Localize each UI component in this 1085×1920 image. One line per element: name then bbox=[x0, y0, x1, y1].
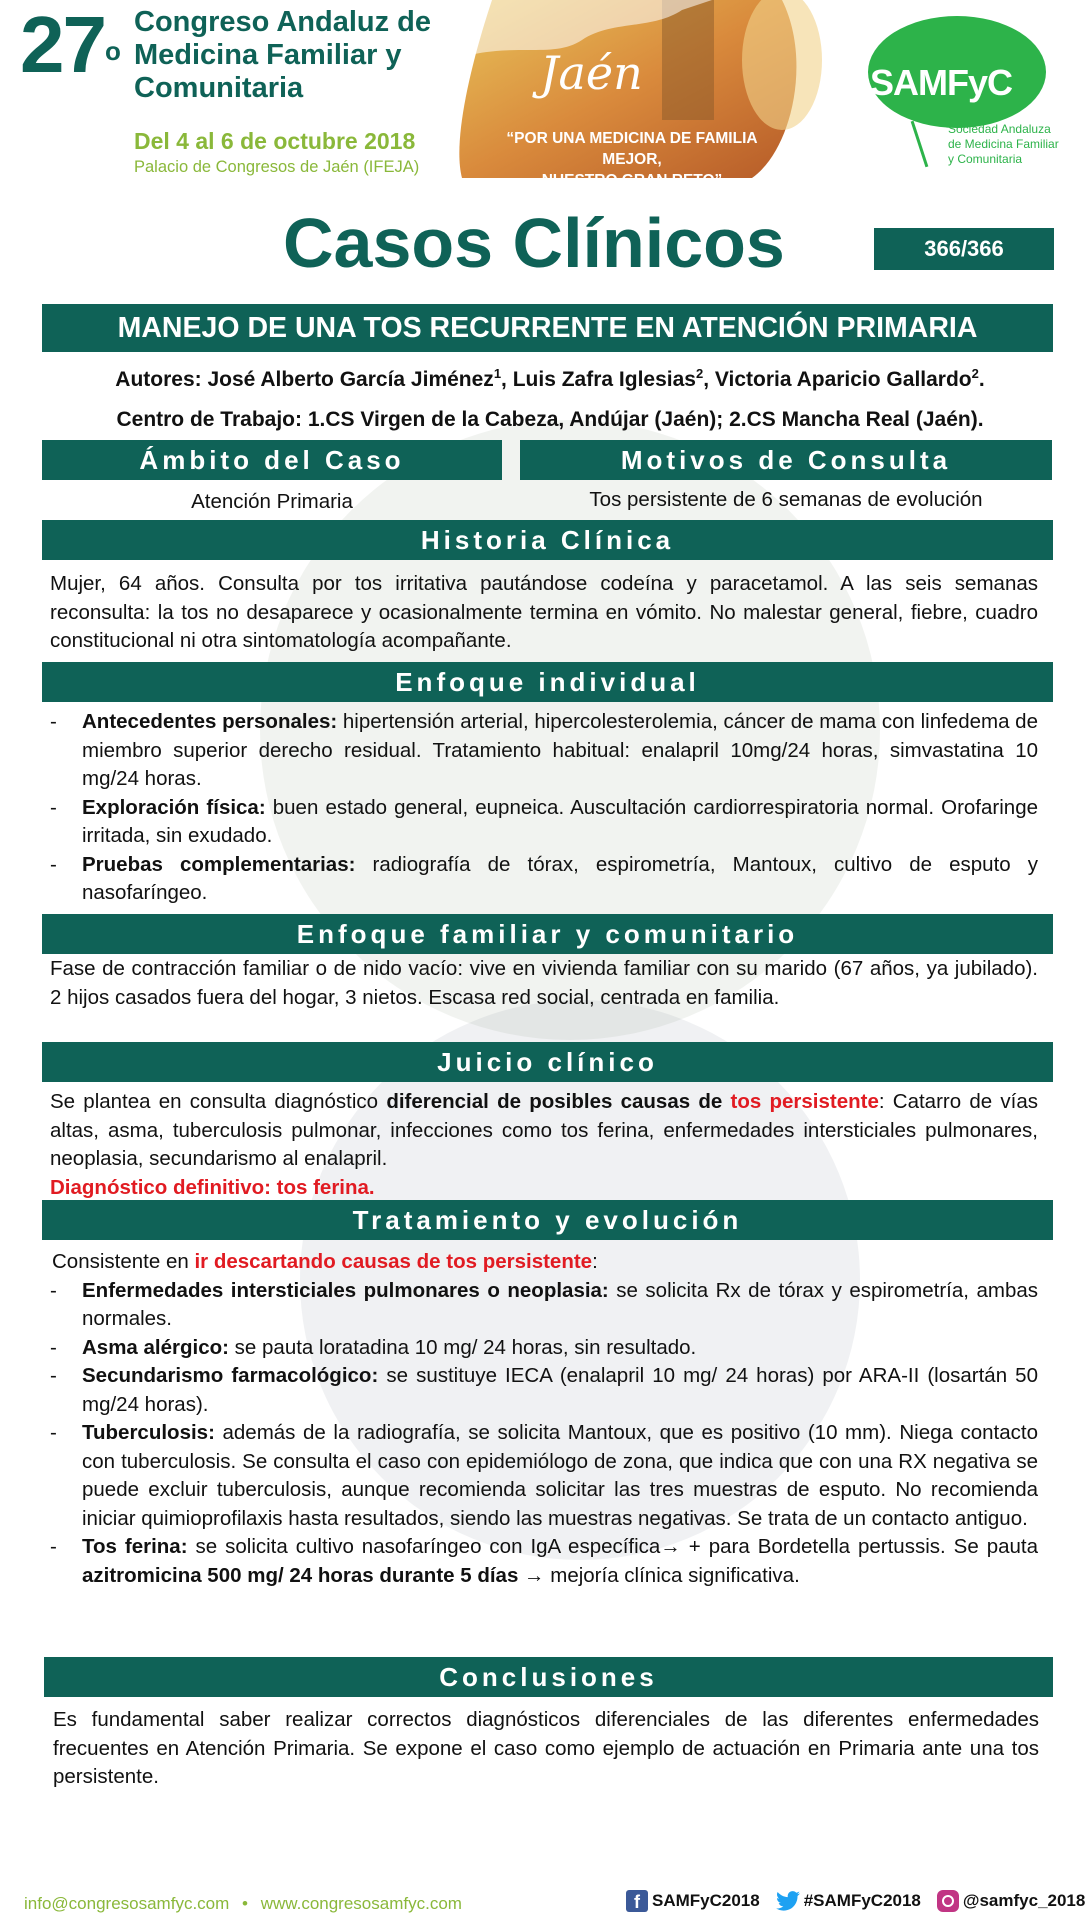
enfoque-familiar-heading: Enfoque familiar y comunitario bbox=[42, 914, 1053, 954]
definitive-diagnosis: Diagnóstico definitivo: tos ferina. bbox=[50, 1175, 375, 1199]
list-item: - Tos ferina: se solicita cultivo nasofaríngeo con IgA específica→ + para Bordetella pertussis. Se pauta azitromicina 500 mg/ 24 horas durante 5 días → mejoría clínica significativa. bbox=[50, 1535, 1038, 1587]
slogan: “POR UNA MEDICINA DE FAMILIA MEJOR, NUESTRO GRAN RETO” bbox=[506, 130, 758, 189]
facebook-icon[interactable]: f bbox=[626, 1890, 648, 1912]
footer-web[interactable]: www.congresosamfyc.com bbox=[260, 1894, 462, 1913]
enfoque-familiar-text: Fase de contracción familiar o de nido vacío: vive en vivienda familiar con su marido (67 años, ya jubilado). 2 hijos casados fuera del hogar, 3 nietos. Escasa red social, centrada en familia. bbox=[50, 957, 1038, 1009]
congress-dates: Del 4 al 6 de octubre 2018 bbox=[134, 128, 416, 154]
tratamiento-heading: Tratamiento y evolución bbox=[42, 1200, 1053, 1240]
list-item: - Pruebas complementarias: radiografía de tórax, espirometría, Mantoux, cultivo de esputo y nasofaríngeo. bbox=[50, 852, 1039, 904]
enfoque-individual-list bbox=[50, 708, 1038, 908]
footer-social bbox=[626, 1888, 1085, 1914]
ambito-text: Atención Primaria bbox=[191, 490, 353, 513]
motivos-heading: Motivos de Consulta bbox=[520, 440, 1052, 480]
congress-venue: Palacio de Congresos de Jaén (IFEJA) bbox=[134, 158, 420, 176]
edition-number: 27$^o$ bbox=[20, 0, 119, 89]
footer-contact: info@congresosamfyc.com • www.congresosamfyc.com bbox=[24, 1894, 462, 1913]
city-name: Jaén bbox=[540, 46, 643, 100]
juicio-heading: Juicio clínico bbox=[42, 1042, 1053, 1082]
list-item: - Exploración física: buen estado general, eupneica. Auscultación cardiorrespiratoria normal. Orofaringe irritada, sin exudado. bbox=[50, 795, 1038, 847]
congress-name: Congreso Andaluz de Medicina Familiar y Comunitaria bbox=[134, 6, 431, 104]
twitter-handle[interactable]: #SAMFyC2018 bbox=[803, 1891, 921, 1910]
list-item: - Secundarismo farmacológico: se sustituye IECA (enalapril 10 mg/ 24 horas) por ARA-II (losartán 50 mg/24 horas). bbox=[50, 1364, 1038, 1416]
case-title-bar: MANEJO DE UNA TOS RECURRENTE EN ATENCIÓN PRIMARIA bbox=[42, 304, 1053, 352]
historia-text: Mujer, 64 años. Consulta por tos irritativa pautándose codeína y paracetamol. A las seis semanas reconsulta: la tos no desaparece y ocasionalmente termina en vómito. No malestar general, fiebre, cuadro constitucional ni otra sintomatología acompañante. bbox=[50, 572, 1038, 652]
instagram-icon[interactable] bbox=[937, 1890, 959, 1912]
twitter-icon[interactable] bbox=[776, 1891, 800, 1911]
workplace-line: Centro de Trabajo: 1.CS Virgen de la Cabeza, Andújar (Jaén); 2.CS Mancha Real (Jaén). bbox=[116, 408, 984, 431]
conclusiones-text: Es fundamental saber realizar correctos diagnósticos diferenciales de las diferentes enfermedades frecuentes en Atención Primaria. Se expone el caso como ejemplo de actuación en Primaria ante una tos persistente. bbox=[53, 1708, 1039, 1788]
juicio-text: Se plantea en consulta diagnóstico diferencial de posibles causas de tos persistente: Catarro de vías altas, asma, tuberculosis pulmonar, infecciones como tos ferina, enfermedades intersticiales pulmonares, neoplasia, secundarismo al enalapril. Diagnóstico definitivo: tos ferina. bbox=[50, 1088, 1038, 1202]
tratamiento-intro: Consistente en ir descartando causas de tos persistente: bbox=[52, 1250, 598, 1273]
authors-line: Autores: José Alberto García Jiménez$^1$, Luis Zafra Iglesias$^2$, Victoria Aparicio Gallardo$^2$. bbox=[115, 366, 985, 391]
jaen-banner bbox=[452, 0, 824, 189]
list-item: - Asma alérgico: se pauta loratadina 10 mg/ 24 horas, sin resultado. bbox=[50, 1335, 697, 1359]
historia-heading: Historia Clínica bbox=[42, 520, 1053, 560]
ambito-heading: Ámbito del Caso bbox=[42, 440, 502, 480]
list-item: - Enfermedades intersticiales pulmonares o neoplasia: se solicita Rx de tórax y espirometría, ambas normales. bbox=[50, 1278, 1038, 1330]
instagram-handle[interactable]: @samfyc_2018 bbox=[962, 1891, 1085, 1910]
tratamiento-list bbox=[50, 1248, 1038, 1590]
list-item: - Tuberculosis: además de la radiografía, se solicita Mantoux, que es positivo (10 mm). Niega contacto con tuberculosis. Se consulta el caso con epidemiólogo de zona, que indica que con una RX negativa se puede excluir tuberculosis, aunque recomienda solicitar las tres muestras de esputo. No recomienda iniciar quimioprofilaxis hasta resultados, siendo las muestras negativas. Se trata de un contacto antiguo. bbox=[50, 1421, 1038, 1530]
conclusiones-heading: Conclusiones bbox=[44, 1657, 1053, 1697]
society-name: Sociedad Andaluza de Medicina Familiar y Comunitaria bbox=[948, 122, 1059, 166]
motivos-text: Tos persistente de 6 semanas de evolución bbox=[589, 488, 983, 511]
enfoque-individual-heading: Enfoque individual bbox=[42, 662, 1053, 702]
page-title: Casos Clínicos bbox=[283, 204, 785, 282]
footer-email[interactable]: info@congresosamfyc.com bbox=[24, 1894, 230, 1913]
facebook-handle[interactable]: SAMFyC2018 bbox=[652, 1891, 760, 1910]
logo-figure-line bbox=[911, 121, 929, 168]
case-number-badge: 366/366 bbox=[874, 228, 1054, 270]
samfyc-logo-text: SAMFyC bbox=[870, 62, 1013, 103]
list-item: - Antecedentes personales: hipertensión arterial, hipercolesterolemia, cáncer de mama con linfedema de miembro superior derecho residual. Tratamiento habitual: enalapril 10mg/24 horas, simvastatina 10 mg/24 horas. bbox=[50, 710, 1038, 790]
